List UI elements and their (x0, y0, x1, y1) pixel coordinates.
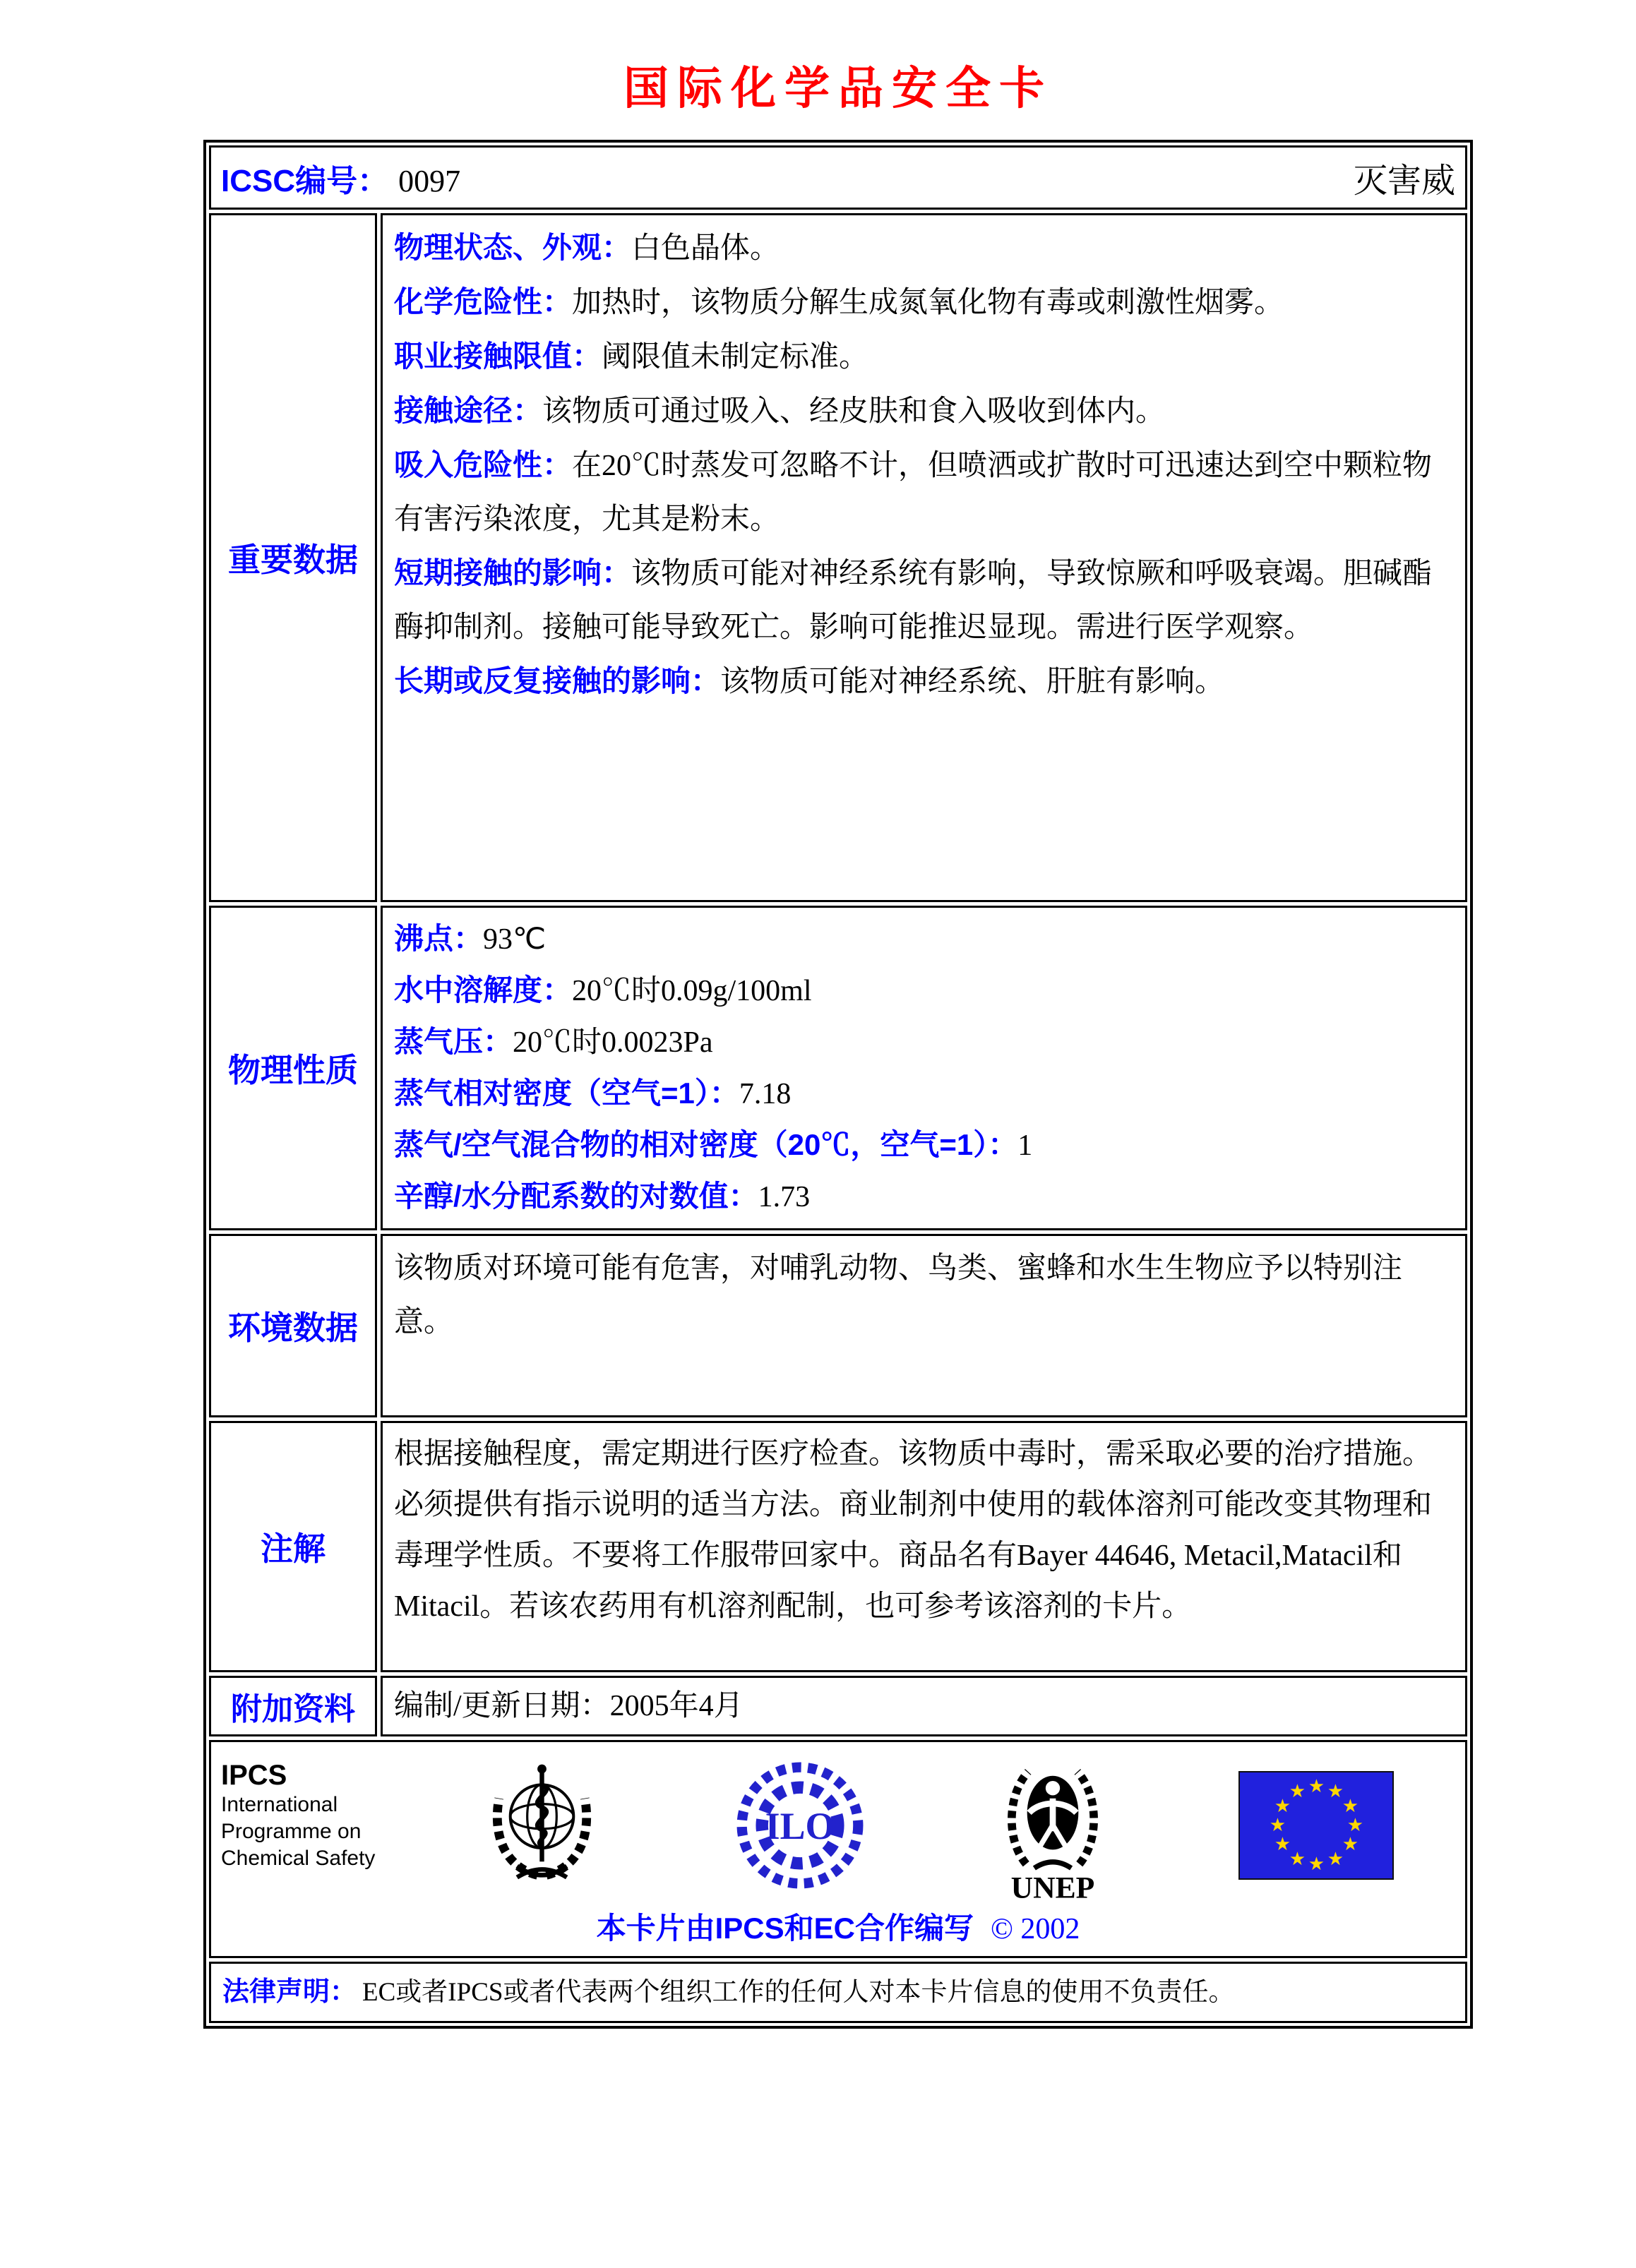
header-row (209, 145, 1467, 210)
footer-caption-text: 本卡片由IPCS和EC合作编写 (596, 1912, 974, 1945)
notes-text: 根据接触程度，需定期进行医疗检查。该物质中毒时，需采取必要的治疗措施。必须提供有指示说明的适当方法。商业制剂中使用的载体溶剂可能改变其物理和毒理学性质。不要将工作服带回家中。商品名有Bayer 44646, Metacil,Matacil和Mitacil。若该农药用有机溶剂配制，也可参考该溶剂的卡片。 (394, 1438, 1433, 1623)
environmental-data-section-label: 环境数据 (209, 1234, 377, 1417)
important-data-section-label: 重要数据 (209, 213, 377, 902)
who-logo-icon (473, 1758, 611, 1893)
icsc-number-value: 0097 (398, 163, 461, 198)
field-value: 20℃时0.09g/100ml (572, 975, 812, 1007)
field-label: 物理状态、外观： (394, 231, 632, 264)
field-value: 93℃ (483, 923, 547, 956)
important-data-row (209, 213, 1467, 902)
footer-top (221, 1749, 1455, 1901)
field-value: 白色晶体。 (631, 232, 780, 265)
field-label: 化学危险性： (394, 285, 573, 318)
page-title: 国际化学品安全卡 (623, 63, 1053, 114)
field-value: 该物质可通过吸入、经皮肤和食入吸收到体内。 (542, 395, 1166, 428)
legal-cell (209, 1962, 1467, 2023)
field-label: 水中溶解度： (394, 973, 573, 1007)
notes-row (209, 1421, 1467, 1672)
footer-copyright: © 2002 (990, 1913, 1080, 1945)
important-data-item (394, 275, 1454, 330)
legal-text-block (222, 1974, 1234, 2011)
additional-info-row (209, 1676, 1467, 1736)
field-label: 长期或反复接触的影响： (394, 664, 721, 697)
physical-properties-row (209, 906, 1467, 1230)
field-label: 短期接触的影响： (394, 556, 632, 589)
important-data-item (394, 654, 1454, 709)
icsc-table (203, 140, 1473, 2029)
ipcs-subtitle-line: Chemical Safety (221, 1847, 376, 1870)
field-value: 加热时，该物质分解生成氮氧化物有毒或刺激性烟雾。 (572, 287, 1284, 319)
ipcs-text-block (221, 1749, 412, 1872)
ipcs-subtitle-line: Programme on (221, 1820, 362, 1843)
field-value: 阈限值未制定标准。 (602, 341, 869, 373)
field-label: 吸入危险性： (394, 448, 573, 481)
ipcs-subtitle-line: International (221, 1793, 338, 1816)
important-data-item (394, 384, 1454, 438)
field-value: 1 (1017, 1129, 1033, 1162)
logo-strip (412, 1749, 1455, 1901)
important-data-item (394, 546, 1454, 654)
field-label: 职业接触限值： (394, 340, 602, 373)
environmental-data-row (209, 1234, 1467, 1417)
legal-row (209, 1962, 1467, 2023)
field-label: 沸点： (394, 922, 484, 955)
additional-info-text: 编制/更新日期：2005年4月 (394, 1690, 744, 1722)
chemical-name: 灭害威 (1353, 162, 1455, 200)
environmental-data-text: 该物质对环境可能有危害，对哺乳动物、鸟类、蜜蜂和水生生物应予以特别注意。 (394, 1252, 1403, 1338)
unep-logo-text: UNEP (1010, 1871, 1095, 1901)
legal-text: EC或者IPCS或者代表两个组织工作的任何人对本卡片信息的使用不负责任。 (362, 1978, 1235, 2007)
important-data-content (381, 213, 1467, 902)
unep-logo-icon (989, 1749, 1116, 1901)
field-value: 20℃时0.0023Pa (513, 1026, 713, 1059)
important-data-item (394, 330, 1454, 384)
field-label: 辛醇/水分配系数的对数值： (394, 1180, 758, 1213)
footer-row (209, 1740, 1467, 1958)
legal-label: 法律声明： (222, 1977, 357, 2007)
field-label: 接触途径： (394, 394, 543, 427)
notes-section-label: 注解 (209, 1421, 377, 1672)
ilo-logo-icon (733, 1758, 867, 1892)
notes-content (381, 1421, 1467, 1672)
physical-property-item (394, 913, 1454, 965)
field-value: 1.73 (758, 1181, 811, 1213)
footer-caption (221, 1905, 1455, 1948)
icsc-number-group (221, 155, 460, 200)
field-value: 该物质可能对神经系统、肝脏有影响。 (720, 666, 1225, 698)
physical-properties-section-label: 物理性质 (209, 906, 377, 1230)
ilo-logo-text: ILO (765, 1804, 835, 1847)
important-data-item (394, 438, 1454, 546)
eu-flag-icon: ★ ★ ★ ★ ★ ★ ★ ★ ★ ★ ★ ★ (1238, 1771, 1394, 1880)
field-value: 该物质可能对神经系统有影响，导致惊厥和呼吸衰竭。胆碱酯酶抑制剂。接触可能导致死亡。影响可能推迟显现。需进行医学观察。 (394, 558, 1433, 644)
header-cell (209, 145, 1467, 210)
physical-property-item (394, 1016, 1454, 1068)
icsc-number-label: ICSC编号： (221, 163, 389, 198)
ipcs-title: IPCS (221, 1760, 287, 1791)
physical-property-item (394, 965, 1454, 1016)
environmental-data-content (381, 1234, 1467, 1417)
important-data-item (394, 221, 1454, 275)
physical-property-item (394, 1120, 1454, 1171)
physical-properties-content (381, 906, 1467, 1230)
additional-info-content (381, 1676, 1467, 1736)
field-value: 7.18 (739, 1078, 792, 1110)
physical-property-item (394, 1171, 1454, 1223)
field-label: 蒸气相对密度（空气=1）： (394, 1076, 739, 1110)
physical-property-item (394, 1068, 1454, 1120)
field-label: 蒸气/空气混合物的相对密度（20℃，空气=1）： (394, 1128, 1018, 1161)
field-label: 蒸气压： (394, 1025, 513, 1058)
additional-info-section-label: 附加资料 (209, 1676, 377, 1736)
footer-cell (209, 1740, 1467, 1958)
field-value: 在20℃时蒸发可忽略不计，但喷洒或扩散时可迅速达到空中颗粒物有害污染浓度，尤其是粉末。 (394, 450, 1433, 536)
